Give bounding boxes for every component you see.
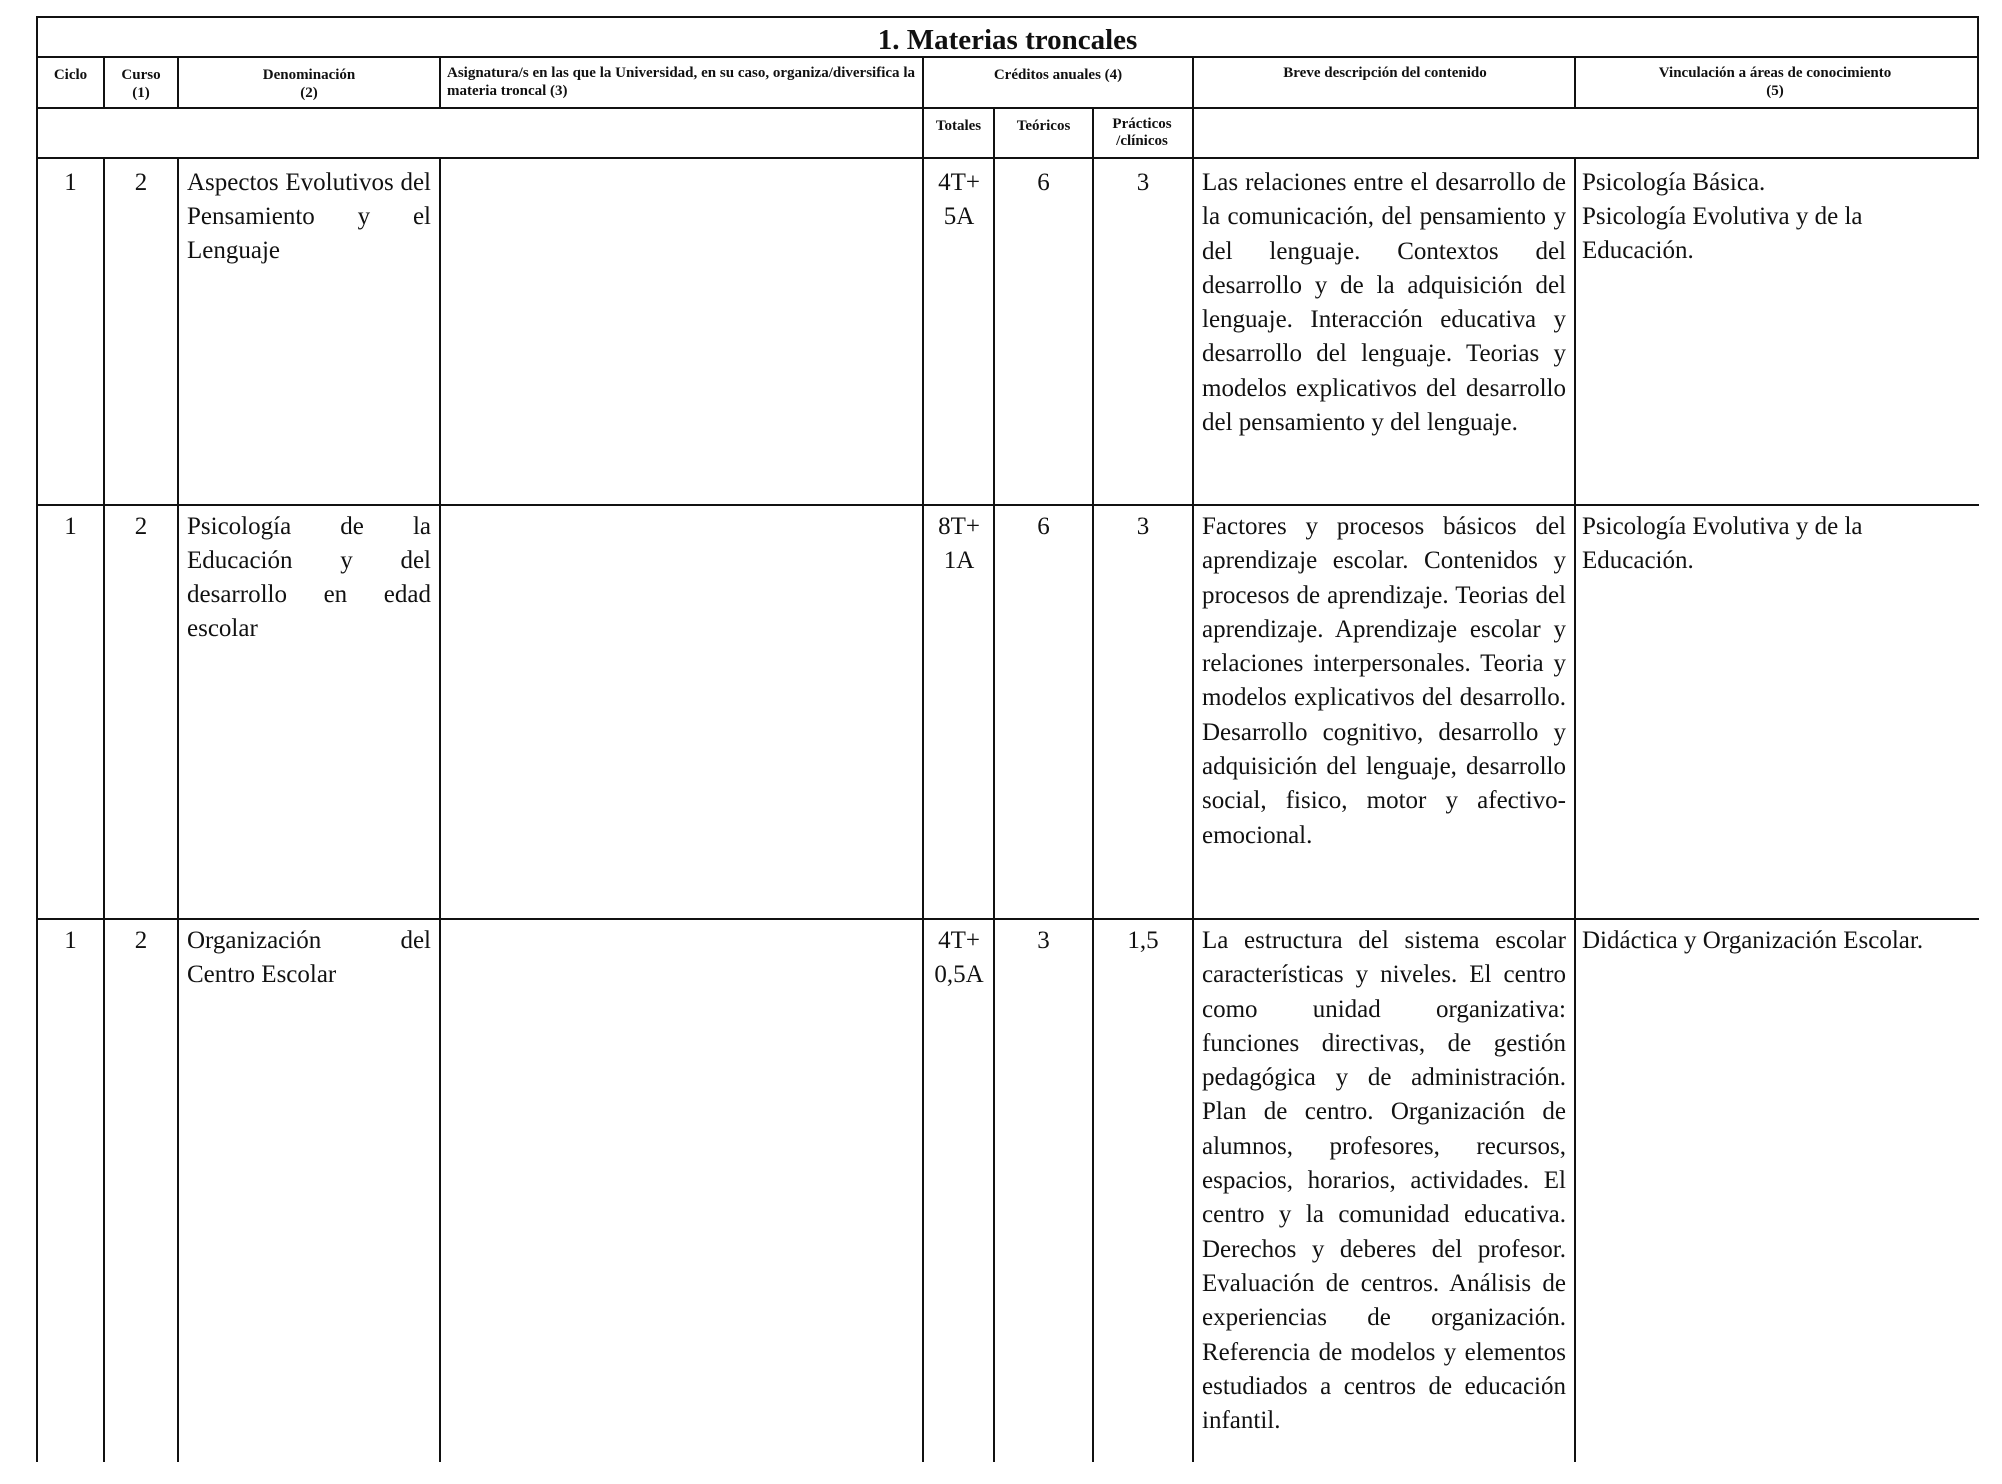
col-line-asignaturas-body <box>439 157 441 1462</box>
row3-curso: 2 <box>134 927 148 954</box>
table-border-left <box>36 16 38 1462</box>
row3-totales: 4T+ 0,5A <box>934 927 984 988</box>
header-curso-note: (1) <box>132 85 150 101</box>
col-line-denominacion-body <box>177 157 179 1462</box>
row3-denominacion: Organización del Centro Escolar <box>187 927 431 988</box>
subheader-bottom-line <box>36 157 1979 159</box>
row2-curso: 2 <box>134 513 148 540</box>
col-line-teoricos <box>993 107 995 1462</box>
row-divider-1 <box>36 504 1979 506</box>
row3-practicos: 1,5 <box>1127 927 1159 954</box>
header-ciclo <box>38 66 103 84</box>
row1-areas <box>1576 166 1976 268</box>
col-line-practicos <box>1092 107 1094 1462</box>
row1-descripcion: Las relaciones entre el desarrollo de la comunicación, del pensamiento y del lenguaje. Contextos del desarrollo y de la adquisición del lenguaje. Interacción educativa y desarrollo del lenguaje. Teorias y modelos explicativos del desarrollo del pensamiento y del lenguaje. <box>1202 169 1566 437</box>
row2-practicos: 3 <box>1136 513 1150 540</box>
table-border-right <box>1977 16 1979 158</box>
row2-denominacion: Psicología de la Educación y del desarrollo en edad escolar <box>187 513 431 642</box>
header-creditos: Créditos anuales (4) <box>993 67 1123 83</box>
header-top-line <box>36 56 1979 58</box>
row1-curso: 2 <box>134 169 148 196</box>
header-curso <box>105 66 177 102</box>
col-line-vinculacion-body <box>1574 157 1576 1462</box>
col-line-curso-body <box>103 157 105 1462</box>
header-denominacion-label: Denominación <box>262 67 356 83</box>
row1-area-item: Psicología Básica. <box>1582 169 1766 196</box>
row2-areas <box>1576 510 1976 578</box>
row1-area-item: Psicología Evolutiva y de la Educación. <box>1582 203 1863 264</box>
subheader-practicos: Prácticos /clínicos <box>1112 116 1172 149</box>
header-breve: Breve descripción del contenido <box>1283 65 1487 81</box>
subheader-teoricos: Teóricos <box>1016 118 1071 134</box>
row3-ciclo: 1 <box>64 927 77 954</box>
header-denominacion-note: (2) <box>300 85 318 101</box>
header-curso-label: Curso <box>121 67 161 83</box>
row2-teoricos: 6 <box>1037 513 1050 540</box>
row1-ciclo: 1 <box>64 169 77 196</box>
row2-totales: 8T+ 1A <box>938 513 980 574</box>
col-line-vinculacion <box>1574 56 1576 108</box>
row2-ciclo: 1 <box>64 513 77 540</box>
col-line-creditos <box>922 56 924 1462</box>
row3-teoricos: 3 <box>1037 927 1050 954</box>
header-asignaturas: Asignatura/s en las que la Universidad, en su caso, organiza/diversifica la materia troncal (3) <box>447 65 915 99</box>
row1-totales: 4T+ 5A <box>938 169 980 230</box>
header-bottom-line <box>36 107 1979 109</box>
row1-teoricos: 6 <box>1037 169 1050 196</box>
table-title: 1. Materias troncales <box>877 26 1138 56</box>
row3-areas <box>1576 924 1996 958</box>
row2-descripcion: Factores y procesos básicos del aprendizaje escolar. Contenidos y procesos de aprendizaje. Teorias del aprendizaje. Aprendizaje escolar y relaciones interpersonales. Teoria y modelos explicativos del desarrollo. Desarrollo cognitivo, desarrollo y adquisición del lenguaje, desarrollo social, fisico, motor y afectivo-emocional. <box>1202 513 1566 849</box>
col-line-asignaturas <box>439 56 441 108</box>
row3-area-item: Didáctica y Organización Escolar. <box>1582 927 1924 954</box>
row1-practicos: 3 <box>1136 169 1150 196</box>
header-denominacion <box>179 66 439 102</box>
row3-descripcion: La estructura del sistema escolar características y niveles. El centro como unidad organizativa: funciones directivas, de gestión pedagógica y de administración. Plan de centro. Organización de alumnos, profesores, recursos, espacios, horarios, actividades. El centro y la comunidad educativa. Derechos y deberes del profesor. Evaluación de centros. Análisis de experiencias de organización. Referencia de modelos y elementos estudiados a centros de educación infantil. <box>1202 927 1566 1435</box>
row-divider-2 <box>36 918 1979 920</box>
table-border-top <box>36 16 1979 18</box>
subheader-totales: Totales <box>935 118 982 134</box>
header-vinculacion: Vinculación a áreas de conocimiento (5) <box>1658 65 1892 99</box>
header-ciclo-label: Ciclo <box>53 67 88 83</box>
row1-denominacion: Aspectos Evolutivos del Pensamiento y el Lenguaje <box>187 169 431 264</box>
row2-area-item: Psicología Evolutiva y de la Educación. <box>1582 513 1863 574</box>
